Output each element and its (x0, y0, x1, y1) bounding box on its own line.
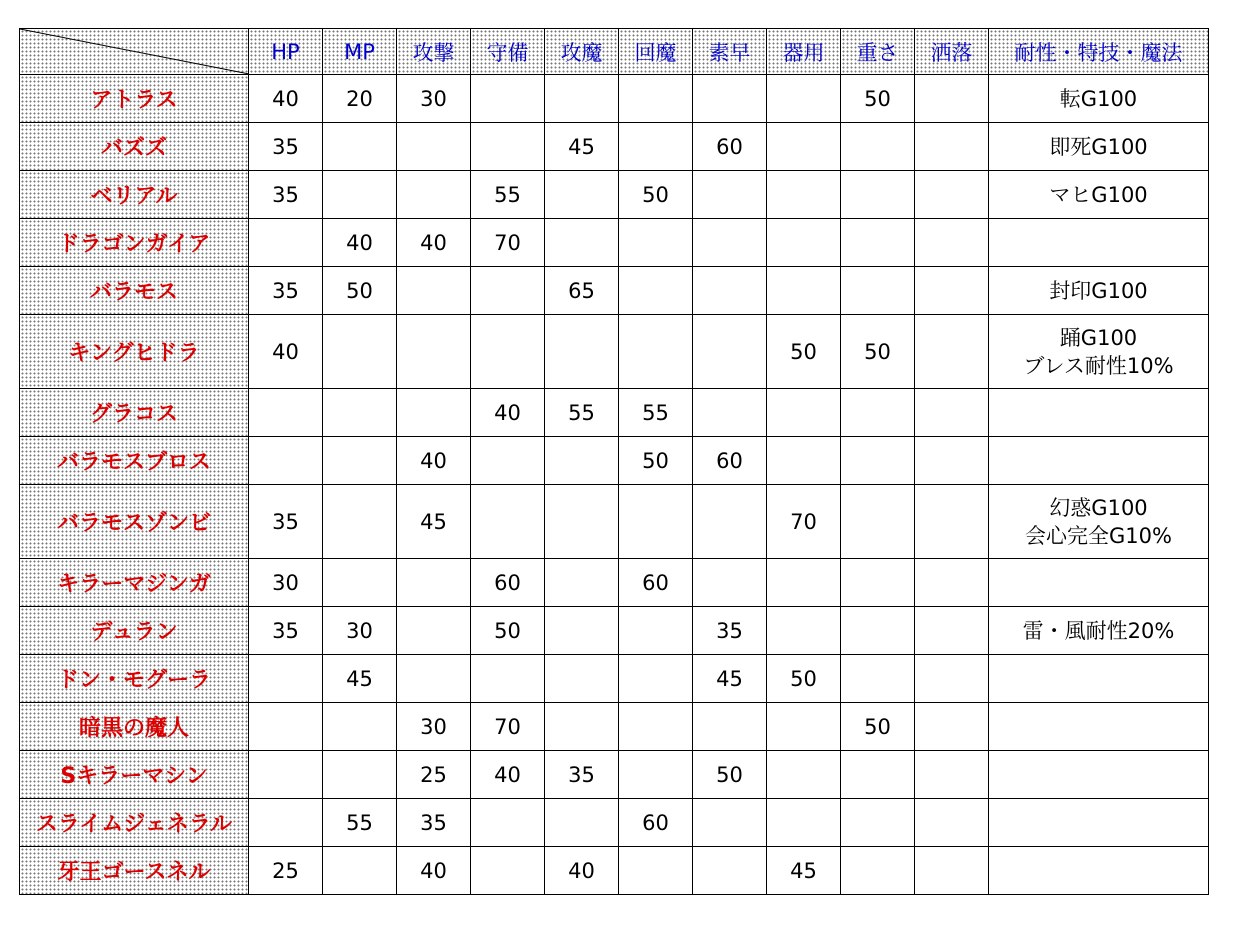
stat-cell (767, 437, 841, 485)
monster-name: 暗黒の魔人 (20, 703, 249, 751)
resistance-text: 転G100 (1059, 86, 1138, 111)
stat-cell (841, 219, 915, 267)
stat-cell (619, 485, 693, 559)
stat-cell (767, 219, 841, 267)
stat-cell (915, 847, 989, 895)
resistance-text: 即死G100 (1049, 134, 1148, 159)
stat-cell (249, 655, 323, 703)
resistance-cell (989, 219, 1209, 267)
monster-name: キラーマジンガ (20, 559, 249, 607)
monster-name: ドン・モグーラ (20, 655, 249, 703)
stat-cell (841, 485, 915, 559)
stat-cell: 70 (767, 485, 841, 559)
stat-cell: 35 (249, 267, 323, 315)
stat-cell (915, 607, 989, 655)
table-row (20, 219, 1209, 267)
resistance-cell (989, 75, 1209, 123)
monster-name: バラモスゾンビ (20, 485, 249, 559)
stat-cell: 60 (619, 799, 693, 847)
stat-cell (915, 437, 989, 485)
stat-cell (841, 751, 915, 799)
monster-name: ベリアル (20, 171, 249, 219)
stat-cell (249, 799, 323, 847)
stat-cell (693, 389, 767, 437)
stat-cell (471, 315, 545, 389)
stat-cell (323, 703, 397, 751)
stat-cell: 50 (323, 267, 397, 315)
stat-cell (545, 171, 619, 219)
table-row (20, 485, 1209, 559)
stat-cell: 70 (471, 219, 545, 267)
resistance-cell (989, 799, 1209, 847)
stat-cell (767, 559, 841, 607)
stat-cell (249, 751, 323, 799)
stat-cell: 35 (249, 123, 323, 171)
table-row (20, 847, 1209, 895)
stat-cell: 40 (249, 75, 323, 123)
monster-name: Sキラーマシン (20, 751, 249, 799)
stat-cell (545, 219, 619, 267)
stat-cell (397, 559, 471, 607)
table-row (20, 75, 1209, 123)
stat-cell (397, 123, 471, 171)
stat-cell (545, 799, 619, 847)
stat-cell (545, 315, 619, 389)
stat-cell (619, 847, 693, 895)
stat-cell (545, 75, 619, 123)
stat-cell (915, 485, 989, 559)
stat-cell: 35 (249, 485, 323, 559)
stat-cell (323, 485, 397, 559)
col-header-hp: HP (249, 29, 323, 75)
stat-cell (397, 315, 471, 389)
stat-cell: 40 (471, 751, 545, 799)
col-header-style: 洒落 (915, 29, 989, 75)
stat-cell: 50 (693, 751, 767, 799)
stat-cell: 45 (767, 847, 841, 895)
stat-cell (323, 847, 397, 895)
stat-cell: 60 (693, 123, 767, 171)
resistance-cell (989, 315, 1209, 389)
col-header-resistances: 耐性・特技・魔法 (989, 29, 1209, 75)
stat-cell: 40 (397, 437, 471, 485)
resistance-cell (989, 485, 1209, 559)
stat-cell: 40 (471, 389, 545, 437)
stat-cell (471, 75, 545, 123)
stat-cell (693, 75, 767, 123)
stat-cell: 50 (471, 607, 545, 655)
stat-cell (323, 123, 397, 171)
stat-cell (693, 219, 767, 267)
stat-cell (545, 703, 619, 751)
resistance-text: 雷・風耐性20% (1022, 618, 1175, 643)
resistance-cell (989, 751, 1209, 799)
stat-cell (915, 389, 989, 437)
resistance-cell (989, 171, 1209, 219)
monster-name: キングヒドラ (20, 315, 249, 389)
stat-cell: 55 (545, 389, 619, 437)
stat-cell (545, 437, 619, 485)
table-row (20, 171, 1209, 219)
table-row (20, 799, 1209, 847)
stat-cell (841, 171, 915, 219)
table-row (20, 389, 1209, 437)
stat-cell (471, 799, 545, 847)
corner-cell (20, 29, 249, 75)
stat-cell: 45 (693, 655, 767, 703)
resistance-cell (989, 607, 1209, 655)
stat-cell (471, 267, 545, 315)
stat-cell (915, 751, 989, 799)
stat-cell (767, 75, 841, 123)
stat-cell (841, 437, 915, 485)
stat-cell: 25 (249, 847, 323, 895)
stat-cell (471, 437, 545, 485)
stat-cell (767, 123, 841, 171)
stat-cell (619, 607, 693, 655)
stat-cell (767, 171, 841, 219)
stat-cell: 35 (249, 607, 323, 655)
stat-cell (915, 75, 989, 123)
stat-cell (619, 315, 693, 389)
stat-cell: 40 (323, 219, 397, 267)
col-header-mp: MP (323, 29, 397, 75)
stat-cell (841, 607, 915, 655)
table-row (20, 123, 1209, 171)
table-row (20, 315, 1209, 389)
stat-cell (693, 267, 767, 315)
stat-cell (767, 389, 841, 437)
stat-cell (693, 799, 767, 847)
stat-cell (619, 655, 693, 703)
table-row (20, 267, 1209, 315)
stat-cell: 30 (323, 607, 397, 655)
stat-cell (915, 315, 989, 389)
stat-cell (619, 267, 693, 315)
stat-cell: 65 (545, 267, 619, 315)
stat-cell: 40 (397, 219, 471, 267)
resistance-text: 会心完全G10% (1025, 523, 1172, 548)
table-row (20, 437, 1209, 485)
stat-cell (249, 703, 323, 751)
stat-cell: 20 (323, 75, 397, 123)
stat-cell: 55 (471, 171, 545, 219)
diagonal-divider (20, 29, 249, 74)
header-row (20, 29, 1209, 75)
stat-cell (323, 389, 397, 437)
resistance-text: 封印G100 (1049, 278, 1148, 303)
stat-cell: 55 (619, 389, 693, 437)
stat-cell: 50 (619, 437, 693, 485)
stat-cell (619, 219, 693, 267)
stat-cell (693, 847, 767, 895)
stat-cell (915, 799, 989, 847)
resistance-cell (989, 559, 1209, 607)
table-row (20, 655, 1209, 703)
stat-cell (693, 703, 767, 751)
stat-cell (323, 315, 397, 389)
stat-cell (841, 799, 915, 847)
stat-cell: 60 (471, 559, 545, 607)
stat-cell (249, 219, 323, 267)
stat-cell: 45 (397, 485, 471, 559)
stat-cell: 35 (397, 799, 471, 847)
stat-cell (767, 799, 841, 847)
stat-cell (545, 485, 619, 559)
resistance-cell (989, 389, 1209, 437)
stat-cell: 60 (619, 559, 693, 607)
stat-cell: 60 (693, 437, 767, 485)
monster-name: バラモスブロス (20, 437, 249, 485)
monster-name: アトラス (20, 75, 249, 123)
table-row (20, 607, 1209, 655)
stat-cell (693, 485, 767, 559)
stat-cell: 35 (545, 751, 619, 799)
stat-cell (767, 703, 841, 751)
stat-cell (841, 559, 915, 607)
stat-cell: 30 (397, 703, 471, 751)
resistance-cell (989, 847, 1209, 895)
stat-cell (545, 559, 619, 607)
stat-cell (841, 847, 915, 895)
resistance-cell (989, 267, 1209, 315)
resistance-cell (989, 437, 1209, 485)
stat-cell (397, 607, 471, 655)
stat-cell (767, 267, 841, 315)
stats-table (19, 28, 1209, 895)
stat-cell (841, 123, 915, 171)
stat-cell: 40 (249, 315, 323, 389)
resistance-text: 踊G100 (1059, 325, 1138, 350)
stat-cell: 50 (767, 655, 841, 703)
stat-cell: 35 (249, 171, 323, 219)
stat-cell (619, 751, 693, 799)
monster-name: バズズ (20, 123, 249, 171)
stat-cell: 30 (397, 75, 471, 123)
resistance-text: 幻惑G100 (1049, 495, 1148, 520)
resistance-text: マヒG100 (1049, 182, 1148, 207)
col-header-attack-magic: 攻魔 (545, 29, 619, 75)
col-header-heal-magic: 回魔 (619, 29, 693, 75)
stat-cell (915, 267, 989, 315)
col-header-speed: 素早 (693, 29, 767, 75)
monster-name: デュラン (20, 607, 249, 655)
col-header-attack: 攻撃 (397, 29, 471, 75)
table-row (20, 751, 1209, 799)
stat-cell (619, 75, 693, 123)
stat-cell: 35 (693, 607, 767, 655)
stat-cell (915, 655, 989, 703)
stat-cell (619, 703, 693, 751)
stat-cell: 70 (471, 703, 545, 751)
stat-cell (545, 607, 619, 655)
stat-cell (619, 123, 693, 171)
stat-cell: 50 (619, 171, 693, 219)
stat-cell (323, 171, 397, 219)
stat-cell (397, 655, 471, 703)
resistance-cell (989, 655, 1209, 703)
stat-cell (915, 171, 989, 219)
monster-name: 牙王ゴースネル (20, 847, 249, 895)
table-row (20, 703, 1209, 751)
monster-name: スライムジェネラル (20, 799, 249, 847)
monster-name: バラモス (20, 267, 249, 315)
monster-name: グラコス (20, 389, 249, 437)
stat-cell (471, 847, 545, 895)
stat-cell (693, 315, 767, 389)
stat-cell (249, 437, 323, 485)
stat-cell (397, 389, 471, 437)
stat-cell: 40 (545, 847, 619, 895)
stat-cell (841, 655, 915, 703)
stat-cell (915, 703, 989, 751)
stat-cell: 45 (323, 655, 397, 703)
table-row (20, 559, 1209, 607)
stat-cell: 45 (545, 123, 619, 171)
stat-cell (841, 267, 915, 315)
stat-cell: 50 (841, 703, 915, 751)
stat-cell (471, 123, 545, 171)
col-header-weight: 重さ (841, 29, 915, 75)
stat-cell (841, 389, 915, 437)
resistance-cell (989, 123, 1209, 171)
stat-cell (323, 751, 397, 799)
stat-cell: 25 (397, 751, 471, 799)
stat-cell (397, 171, 471, 219)
col-header-dexterity: 器用 (767, 29, 841, 75)
stat-cell (767, 751, 841, 799)
stat-cell (397, 267, 471, 315)
stat-cell (249, 389, 323, 437)
stat-cell (915, 219, 989, 267)
stat-cell (693, 171, 767, 219)
stat-cell: 40 (397, 847, 471, 895)
stat-cell (323, 437, 397, 485)
stat-cell (767, 607, 841, 655)
stat-cell: 50 (767, 315, 841, 389)
stat-cell (545, 655, 619, 703)
resistance-text: ブレス耐性10% (1023, 353, 1174, 378)
stat-cell (915, 123, 989, 171)
stat-cell: 55 (323, 799, 397, 847)
stat-cell: 30 (249, 559, 323, 607)
resistance-cell (989, 703, 1209, 751)
stat-cell: 50 (841, 315, 915, 389)
stat-cell (915, 559, 989, 607)
stat-cell: 50 (841, 75, 915, 123)
stat-cell (471, 655, 545, 703)
col-header-defense: 守備 (471, 29, 545, 75)
stat-cell (471, 485, 545, 559)
stat-cell (323, 559, 397, 607)
monster-name: ドラゴンガイア (20, 219, 249, 267)
stat-cell (693, 559, 767, 607)
